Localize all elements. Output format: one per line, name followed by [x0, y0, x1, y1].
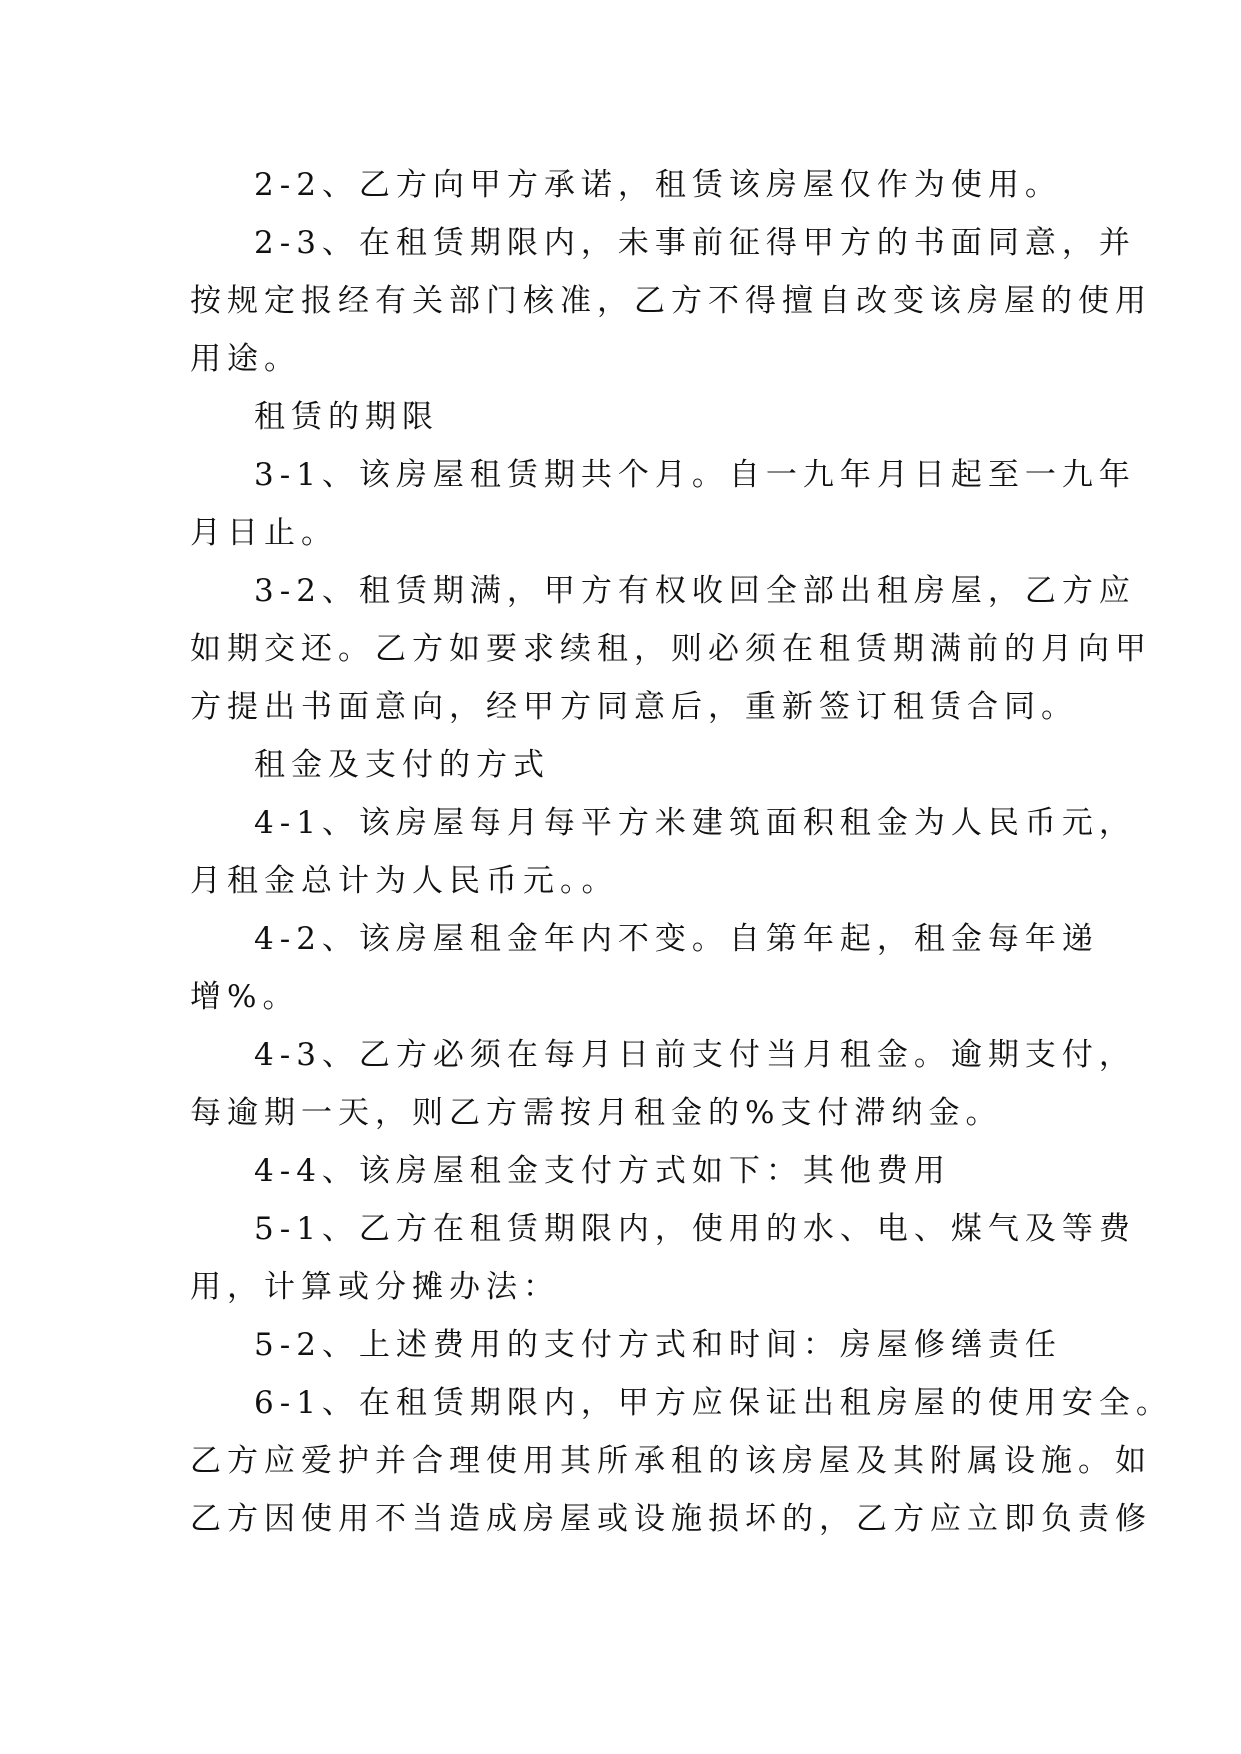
- text-line: 4-4、该房屋租金支付方式如下：其他费用: [254, 1153, 951, 1189]
- text-line: 6-1、在租赁期限内，甲方应保证出租房屋的使用安全。: [254, 1385, 1173, 1421]
- text-line: 3-1、该房屋租赁期共个月。自一九年月日起至一九年: [254, 457, 1136, 493]
- text-line: 5-2、上述费用的支付方式和时间：房屋修缮责任: [254, 1327, 1062, 1363]
- text-line: 2-2、乙方向甲方承诺，租赁该房屋仅作为使用。: [254, 167, 1062, 203]
- section-heading: 租金及支付的方式: [254, 747, 550, 783]
- text-line: 用，计算或分摊办法：: [190, 1269, 560, 1305]
- text-line: 乙方应爱护并合理使用其所承租的该房屋及其附属设施。如: [190, 1443, 1152, 1479]
- text-line: 乙方因使用不当造成房屋或设施损坏的，乙方应立即负责修: [190, 1501, 1152, 1537]
- text-line: 月日止。: [190, 515, 338, 551]
- text-line: 如期交还。乙方如要求续租，则必须在租赁期满前的月向甲: [190, 631, 1152, 667]
- text-line: 增%。: [190, 979, 300, 1015]
- text-line: 用途。: [190, 341, 301, 377]
- text-line: 方提出书面意向，经甲方同意后，重新签订租赁合同。: [190, 689, 1078, 725]
- text-line: 2-3、在租赁期限内，未事前征得甲方的书面同意，并: [254, 225, 1136, 261]
- document-body: [190, 156, 1173, 1548]
- text-line: 按规定报经有关部门核准，乙方不得擅自改变该房屋的使用: [190, 283, 1152, 319]
- section-heading: 租赁的期限: [254, 399, 439, 435]
- text-line: 4-2、该房屋租金年内不变。自第年起，租金每年递: [254, 921, 1099, 957]
- text-line: 每逾期一天，则乙方需按月租金的%支付滞纳金。: [190, 1095, 1003, 1131]
- text-line: 4-3、乙方必须在每月日前支付当月租金。逾期支付，: [254, 1037, 1136, 1073]
- text-line: 4-1、该房屋每月每平方米建筑面积租金为人民币元，: [254, 805, 1136, 841]
- text-line: 月租金总计为人民币元。。: [190, 863, 619, 899]
- text-line: 5-1、乙方在租赁期限内，使用的水、电、煤气及等费: [254, 1211, 1136, 1247]
- text-line: 3-2、租赁期满，甲方有权收回全部出租房屋，乙方应: [254, 573, 1136, 609]
